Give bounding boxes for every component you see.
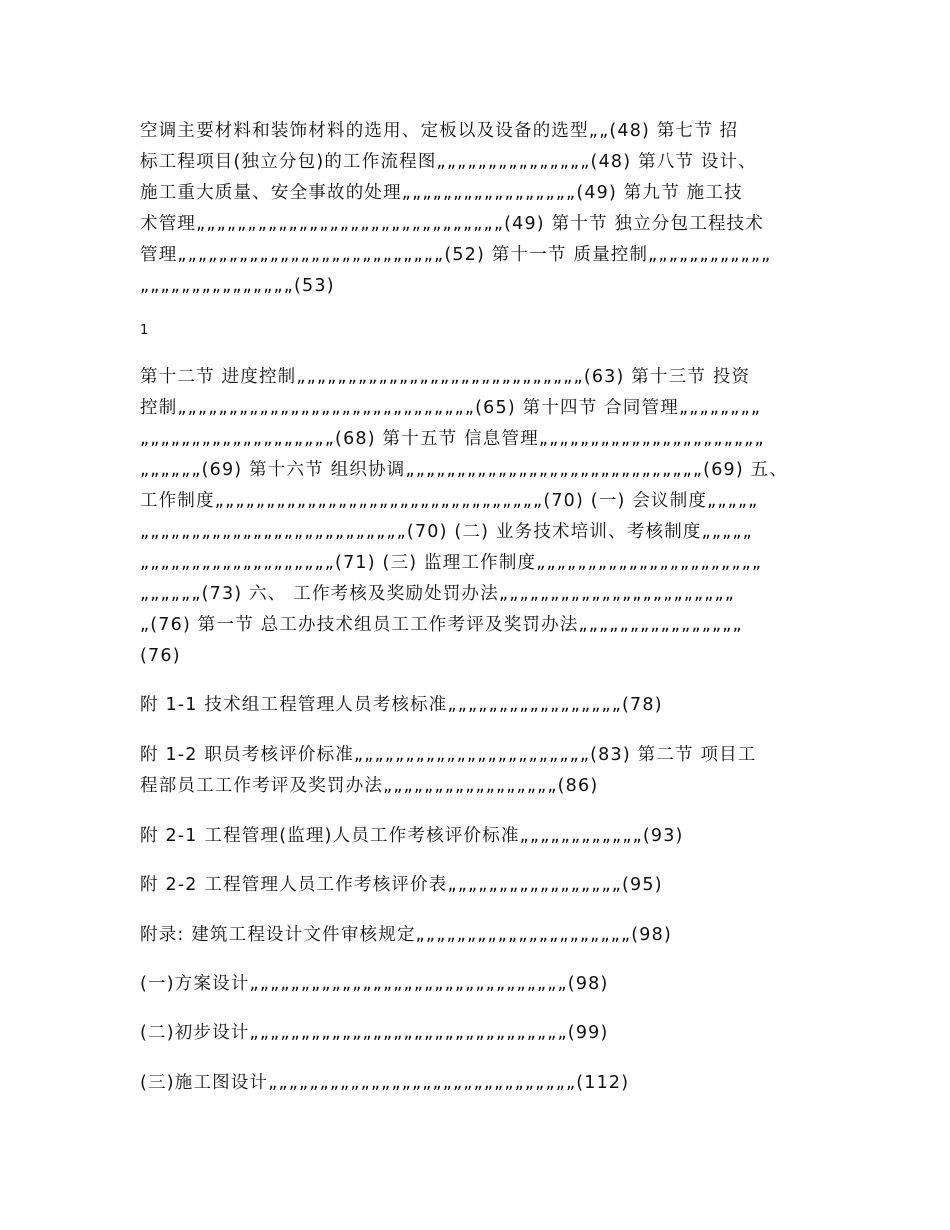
toc-block-2 xyxy=(140,362,830,672)
page-number: 1 xyxy=(140,323,149,338)
toc-line: 程部员工工作考评及奖罚办法„„„„„„„„„„„„„„„„„(86) xyxy=(140,776,599,796)
toc-line: „(76) 第一节 总工办技术组员工工作考评及奖罚办法„„„„„„„„„„„„„„„„ xyxy=(140,615,743,635)
toc-entry-2-2 xyxy=(140,870,830,901)
toc-line: 管理„„„„„„„„„„„„„„„„„„„„„„„„„„(52) 第十一节 质量控制„„„„„„„„„„„„ xyxy=(140,245,772,265)
toc-line: 施工重大质量、安全事故的处理„„„„„„„„„„„„„„„„„(49) 第九节 施工技 xyxy=(140,183,743,203)
toc-line: „„„„„„(69) 第十六节 组织协调„„„„„„„„„„„„„„„„„„„„„„„„„„„„„(69) 五、 xyxy=(140,460,789,480)
toc-line: „„„„„„„„„„„„„„„„„„„(68) 第十五节 信息管理„„„„„„„„„„„„„„„„„„„„„„ xyxy=(140,429,765,449)
toc-entry-2-1 xyxy=(140,821,830,852)
toc-line: (二)初步设计„„„„„„„„„„„„„„„„„„„„„„„„„„„„„„„(99) xyxy=(140,1023,609,1043)
toc-item-2 xyxy=(140,1018,830,1049)
toc-block-1 xyxy=(140,116,830,302)
toc-item-3 xyxy=(140,1068,830,1099)
toc-line: 工作制度„„„„„„„„„„„„„„„„„„„„„„„„„„„„„„„„(70) (一) 会议制度„„„„„ xyxy=(140,491,759,511)
toc-line: (三)施工图设计„„„„„„„„„„„„„„„„„„„„„„„„„„„„„„(112) xyxy=(140,1073,630,1093)
toc-line: 标工程项目(独立分包)的工作流程图„„„„„„„„„„„„„„„(48) 第八节 设计、 xyxy=(140,152,757,172)
toc-line: 附 1-2 职员考核评价标准„„„„„„„„„„„„„„„„„„„„„„„(83) 第二节 项目工 xyxy=(140,745,757,765)
toc-line: 控制„„„„„„„„„„„„„„„„„„„„„„„„„„„„„(65) 第十四节 合同管理„„„„„„„„ xyxy=(140,398,762,418)
toc-line: „„„„„„„„„„„„„„„„„„„(71) (三) 监理工作制度„„„„„„„„„„„„„„„„„„„„„„ xyxy=(140,553,763,573)
toc-line: 术管理„„„„„„„„„„„„„„„„„„„„„„„„„„„„„„(49) 第十节 独立分包工程技术 xyxy=(140,214,765,234)
toc-line: 附 2-2 工程管理人员工作考核评价表„„„„„„„„„„„„„„„„„(95) xyxy=(140,875,663,895)
toc-line: „„„„„„(73) 六、 工作考核及奖励处罚办法„„„„„„„„„„„„„„„„„„„„„„„ xyxy=(140,584,736,604)
toc-line: „„„„„„„„„„„„„„„(53) xyxy=(140,276,335,296)
toc-entry-1-1 xyxy=(140,690,830,721)
toc-line: „„„„„„„„„„„„„„„„„„„„„„„„„„(70) (二) 业务技术培训、考核制度„„„„„ xyxy=(140,522,753,542)
toc-line: 附 2-1 工程管理(监理)人员工作考核评价标准„„„„„„„„„„„„(93) xyxy=(140,826,684,846)
toc-appendix xyxy=(140,920,830,951)
toc-line: (76) xyxy=(140,646,181,666)
toc-entry-1-2 xyxy=(140,740,830,802)
toc-line: 附 1-1 技术组工程管理人员考核标准„„„„„„„„„„„„„„„„„(78) xyxy=(140,695,663,715)
toc-item-1 xyxy=(140,969,830,1000)
toc-line: 第十二节 进度控制„„„„„„„„„„„„„„„„„„„„„„„„„„„„(63) 第十三节 投资 xyxy=(140,367,751,387)
toc-line: (一)方案设计„„„„„„„„„„„„„„„„„„„„„„„„„„„„„„„(98) xyxy=(140,974,609,994)
toc-line: 空调主要材料和装饰材料的选用、定板以及设备的选型„„(48) 第七节 招 xyxy=(140,121,739,141)
toc-line: 附录: 建筑工程设计文件审核规定„„„„„„„„„„„„„„„„„„„„„(98) xyxy=(140,925,672,945)
